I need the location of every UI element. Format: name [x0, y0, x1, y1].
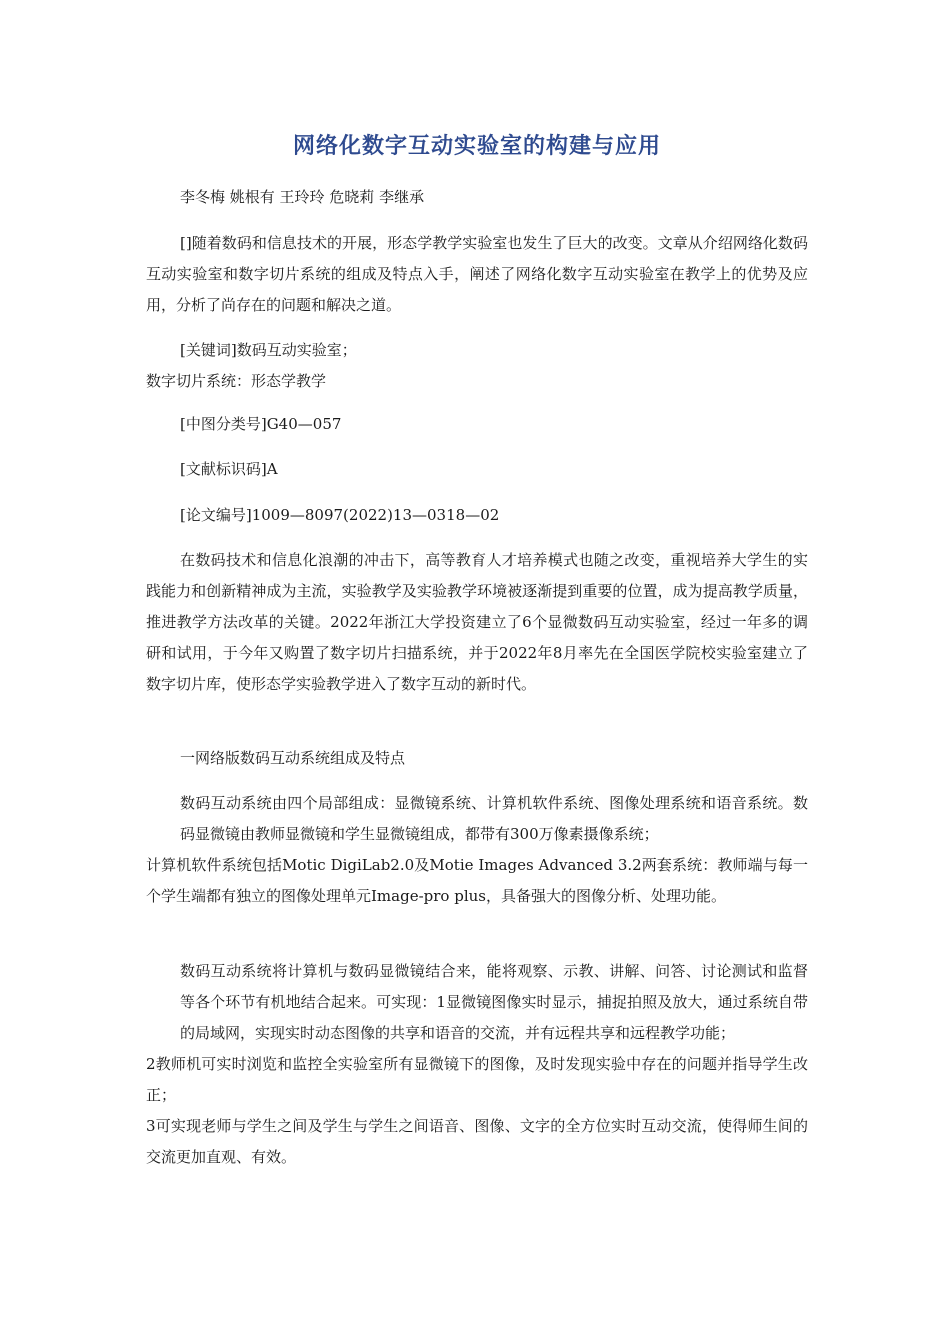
- document-code: [文献标识码]A: [180, 460, 278, 478]
- keywords-line-2: 数字切片系统：形态学教学: [146, 372, 327, 390]
- paragraph-2-part-1: 数码互动系统将计算机与数码显微镜结合来，能将观察、示教、讲解、问答、讨论测试和监督等各个环节有机地结合起来。可实现：1显微镜图像实时显示，捕捉拍照及放大，通过系统自带的局域网，实现实时动态图像的共享和语音的交流，并有远程共享和远程教学功能；: [180, 962, 808, 1042]
- clc-number: [中图分类号]G40—057: [180, 415, 342, 433]
- paragraph-2-part-2: 2教师机可实时浏览和监控全实验室所有显微镜下的图像，及时发现实验中存在的问题并指导学生改正；: [146, 1055, 808, 1104]
- paragraph-1-part-2: 计算机软件系统包括Motic DigiLab2.0及Motie Images Advanced 3.2两套系统：教师端与每一个学生端都有独立的图像处理单元Image-pro plus，具备强大的图像分析、处理功能。: [146, 856, 808, 905]
- paragraph-2: [146, 956, 808, 1173]
- keywords-block: [146, 335, 808, 397]
- article-number: [论文编号]1009—8097(2022)13—0318—02: [180, 506, 500, 524]
- authors-line: 李冬梅 姚根有 王玲玲 危晓莉 李继承: [180, 188, 425, 206]
- paper-title: 网络化数字互动实验室的构建与应用: [292, 134, 661, 159]
- keywords-line-1: [关键词]数码互动实验室；: [180, 341, 357, 359]
- abstract-paragraph: []随着数码和信息技术的开展，形态学教学实验室也发生了巨大的改变。文章从介绍网络化数码互动实验室和数字切片系统的组成及特点入手，阐述了网络化数字互动实验室在教学上的优势及应用，分析了尚存在的问题和解决之道。: [146, 234, 808, 314]
- paragraph-1-part-1: 数码互动系统由四个局部组成：显微镜系统、计算机软件系统、图像处理系统和语音系统。数码显微镜由教师显微镜和学生显微镜组成，都带有300万像素摄像系统；: [180, 794, 808, 843]
- intro-paragraph: 在数码技术和信息化浪潮的冲击下，高等教育人才培养模式也随之改变，重视培养大学生的实践能力和创新精神成为主流，实验教学及实验教学环境被逐渐提到重要的位置，成为提高教学质量，推进教学方法改革的关键。2022年浙江大学投资建立了6个显微数码互动实验室，经过一年多的调研和试用，于今年又购置了数字切片扫描系统，并于2022年8月率先在全国医学院校实验室建立了数字切片库，使形态学实验教学进入了数字互动的新时代。: [146, 551, 808, 693]
- paragraph-1: [146, 788, 808, 912]
- paragraph-2-part-3: 3可实现老师与学生之间及学生与学生之间语音、图像、文字的全方位实时互动交流，使得师生间的交流更加直观、有效。: [146, 1117, 808, 1166]
- section-1-heading: 一网络版数码互动系统组成及特点: [180, 749, 406, 767]
